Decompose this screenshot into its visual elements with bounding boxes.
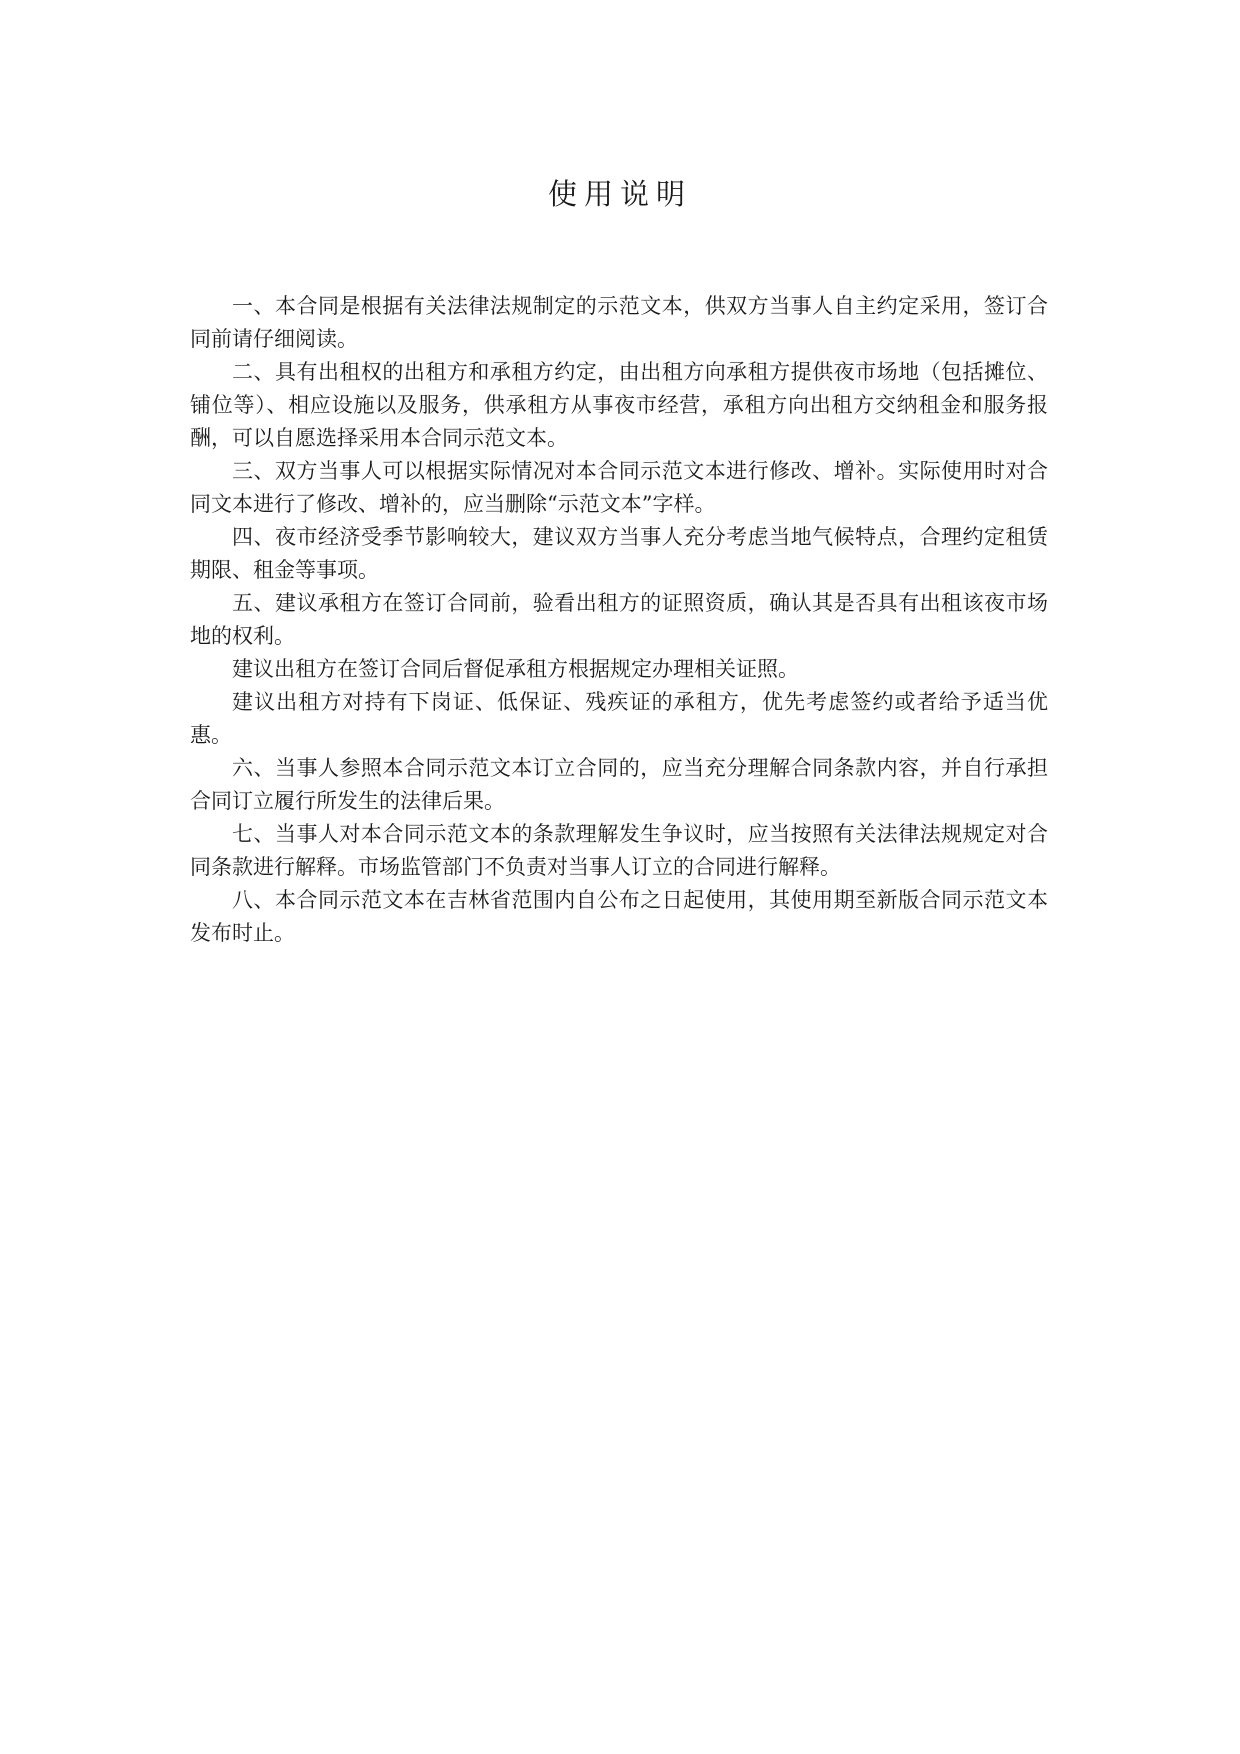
page-title: 使用说明 — [547, 177, 692, 211]
paragraph-3: 三、双方当事人可以根据实际情况对本合同示范文本进行修改、增补。实际使用时对合同文本进行了修改、增补的，应当删除“示范文本”字样。 — [190, 459, 1048, 516]
paragraph-5-note-1: 建议出租方在签订合同后督促承租方根据规定办理相关证照。 — [232, 657, 799, 681]
paragraph-6: 六、当事人参照本合同示范文本订立合同的，应当充分理解合同条款内容，并自行承担合同订立履行所发生的法律后果。 — [190, 756, 1048, 813]
paragraph-4: 四、夜市经济受季节影响较大，建议双方当事人充分考虑当地气候特点，合理约定租赁期限、租金等事项。 — [190, 525, 1048, 582]
paragraph-8: 八、本合同示范文本在吉林省范围内自公布之日起使用，其使用期至新版合同示范文本发布时止。 — [190, 888, 1048, 945]
paragraph-5-note-2: 建议出租方对持有下岗证、低保证、残疾证的承租方，优先考虑签约或者给予适当优惠。 — [190, 690, 1048, 747]
paragraph-5: 五、建议承租方在签订合同前，验看出租方的证照资质，确认其是否具有出租该夜市场地的权利。 — [190, 591, 1048, 648]
paragraph-1: 一、本合同是根据有关法律法规制定的示范文本，供双方当事人自主约定采用，签订合同前请仔细阅读。 — [190, 294, 1048, 351]
paragraph-7: 七、当事人对本合同示范文本的条款理解发生争议时，应当按照有关法律法规规定对合同条款进行解释。市场监管部门不负责对当事人订立的合同进行解释。 — [190, 822, 1048, 879]
paragraph-2: 二、具有出租权的出租方和承租方约定，由出租方向承租方提供夜市场地（包括摊位、铺位等）、相应设施以及服务，供承租方从事夜市经营，承租方向出租方交纳租金和服务报酬，可以自愿选择采用本合同示范文本。 — [190, 360, 1048, 450]
document-body — [190, 290, 1048, 950]
